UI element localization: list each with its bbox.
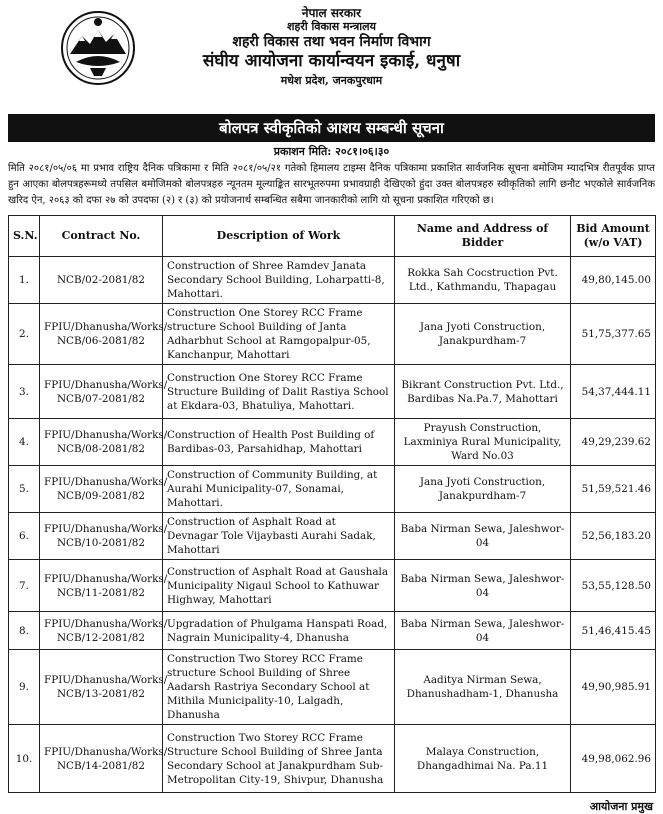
row-sn: 1.: [9, 257, 40, 304]
row-bidder: Jana Jyoti Construction, Janakpurdham-7: [395, 304, 571, 365]
row-contract: FPIU/Dhanusha/Works/ NCB/07-2081/82: [40, 365, 163, 419]
table-row: [9, 650, 656, 725]
intro-paragraph: मिति २०८१/०५/०६ मा प्रभाव राष्ट्रिय दैनिक पत्रिकामा र मिति २०८१/०५/२१ गतेको हिमालय टाइम्स दैनिक पत्रिकामा प्रकाशित सार्वजनिक सूचना बमोजिम म्यादभित्र रीतपूर्वक प्राप्त हुन आएका बोलपत्रहरूमध्ये तपसिल बमोजिमको बोलपत्रहरु न्यूनतम मूल्याङ्कित सारभूतरुपमा प्रभावग्राही देखिएको हुंदा उक्त बोलपत्रहरु स्वीकृतिको लागि छनौट भएकोले सार्वजनिक खरिद ऐन, २०६३ को दफा २७ को उपदफा (२) र (३) को प्रयोजनार्थ सम्बन्धित सबैमा जानकारीको लागि यो सूचना प्रकाशित गरिएको छ।: [8, 163, 655, 206]
row-description: Construction Two Storey RCC Frame Structure School Building of Shree Janta Secondary School at Janakpurdham Sub-Metropolitan City-19, Shivpur, Dhanusha: [163, 725, 395, 793]
table-row: [9, 365, 656, 419]
row-description: Construction of Asphalt Road at Devnagar Tole Vijaybasti Aurahi Sadak, Mahottari: [163, 513, 395, 560]
row-description: Construction of Community Building, at Aurahi Municipality-07, Sonamai, Mahottari.: [163, 466, 395, 513]
row-sn: 6.: [9, 513, 40, 560]
row-contract: FPIU/Dhanusha/Works/ NCB/12-2081/82: [40, 612, 163, 650]
row-description: Upgradation of Phulgama Hanspati Road, Nagrain Municipality-4, Dhanusha: [163, 612, 395, 650]
row-amount: 51,75,377.65: [571, 304, 656, 365]
row-description: Construction One Storey RCC Frame Structure Building of Dalit Rastiya School at Ekdara-03, Bhatuliya, Mahottari.: [163, 365, 395, 419]
table-row: [9, 725, 656, 793]
row-amount: 52,56,183.20: [571, 513, 656, 560]
col-header-amount: Bid Amount (w/o VAT): [571, 216, 656, 257]
ministry-name: शहरी विकास मन्त्रालय: [287, 20, 376, 34]
col-header-sn: S.N.: [9, 216, 40, 257]
row-contract: FPIU/Dhanusha/Works/ NCB/11-2081/82: [40, 560, 163, 612]
row-contract: FPIU/Dhanusha/Works/ NCB/08-2081/82: [40, 419, 163, 466]
department-name: शहरी विकास तथा भवन निर्माण विभाग: [232, 33, 431, 50]
row-bidder: Bikrant Construction Pvt. Ltd., Bardibas Na.Pa.7, Mahottari: [395, 365, 571, 419]
row-amount: 51,59,521.46: [571, 466, 656, 513]
row-contract: FPIU/Dhanusha/Works/ NCB/09-2081/82: [40, 466, 163, 513]
notice-title: बोलपत्र स्वीकृतिको आशय सम्बन्धी सूचना: [8, 114, 655, 142]
col-header-bidder: Name and Address of Bidder: [395, 216, 571, 257]
office-name: संघीय आयोजना कार्यान्वयन इकाई, धनुषा: [202, 51, 461, 72]
row-description: Construction Two Storey RCC Frame structure School Building of Shree Aadarsh Rastriya Secondary School at Mithila Municipality-10, Lalgadh, Dhanusha: [163, 650, 395, 725]
row-description: Construction of Shree Ramdev Janata Secondary School Building, Loharpatti-8, Mahottari.: [163, 257, 395, 304]
row-bidder: Baba Nirman Sewa, Jaleshwor-04: [395, 560, 571, 612]
row-amount: 49,90,985.91: [571, 650, 656, 725]
row-contract: FPIU/Dhanusha/Works/ NCB/13-2081/82: [40, 650, 163, 725]
table-row: [9, 257, 656, 304]
row-amount: 49,80,145.00: [571, 257, 656, 304]
col-header-contract: Contract No.: [40, 216, 163, 257]
row-description: Construction of Asphalt Road at Gaushala Municipality Nigaul School to Kathuwar Highway, Mahottari: [163, 560, 395, 612]
table-row: [9, 560, 656, 612]
row-sn: 3.: [9, 365, 40, 419]
row-sn: 8.: [9, 612, 40, 650]
row-bidder: Baba Nirman Sewa, Jaleshwor-04: [395, 612, 571, 650]
row-amount: 49,29,239.62: [571, 419, 656, 466]
table-row: [9, 419, 656, 466]
row-contract: FPIU/Dhanusha/Works/ NCB/06-2081/82: [40, 304, 163, 365]
row-amount: 54,37,444.11: [571, 365, 656, 419]
row-description: Construction of Health Post Building of Bardibas-03, Parsahidhap, Mahottari: [163, 419, 395, 466]
row-sn: 2.: [9, 304, 40, 365]
table-row: [9, 513, 656, 560]
office-address: मधेश प्रदेश, जनकपुरधाम: [280, 73, 383, 87]
row-description: Construction One Storey RCC Frame structure School Building of Janta Adharbhut School at Ramgopalpur-05, Kanchanpur, Mahottari: [163, 304, 395, 365]
contracts-table: [8, 215, 656, 793]
publication-date: प्रकाशन मिति: २०८१।०६।३०: [273, 145, 390, 158]
row-sn: 9.: [9, 650, 40, 725]
row-contract: FPIU/Dhanusha/Works/ NCB/14-2081/82: [40, 725, 163, 793]
row-contract: FPIU/Dhanusha/Works/ NCB/10-2081/82: [40, 513, 163, 560]
row-amount: 51,46,415.45: [571, 612, 656, 650]
row-amount: 53,55,128.50: [571, 560, 656, 612]
govt-name: नेपाल सरकार: [301, 6, 362, 20]
row-bidder: Malaya Construction, Dhangadhimai Na. Pa.11: [395, 725, 571, 793]
row-bidder: Prayush Construction, Laxminiya Rural Municipality, Ward No.03: [395, 419, 571, 466]
table-row: [9, 304, 656, 365]
row-sn: 4.: [9, 419, 40, 466]
notice-header: [8, 6, 655, 110]
table-row: [9, 612, 656, 650]
row-bidder: Jana Jyoti Construction, Janakpurdham-7: [395, 466, 571, 513]
row-contract: NCB/02-2081/82: [40, 257, 163, 304]
row-bidder: Baba Nirman Sewa, Jaleshwor-04: [395, 513, 571, 560]
signature-title: आयोजना प्रमुख: [589, 800, 653, 813]
row-sn: 7.: [9, 560, 40, 612]
col-header-description: Description of Work: [163, 216, 395, 257]
row-bidder: Rokka Sah Cocstruction Pvt. Ltd., Kathmandu, Thapagau: [395, 257, 571, 304]
row-amount: 49,98,062.96: [571, 725, 656, 793]
row-bidder: Aaditya Nirman Sewa, Dhanushadham-1, Dhanusha: [395, 650, 571, 725]
table-row: [9, 466, 656, 513]
row-sn: 5.: [9, 466, 40, 513]
row-sn: 10.: [9, 725, 40, 793]
table-header-row: [9, 216, 656, 257]
